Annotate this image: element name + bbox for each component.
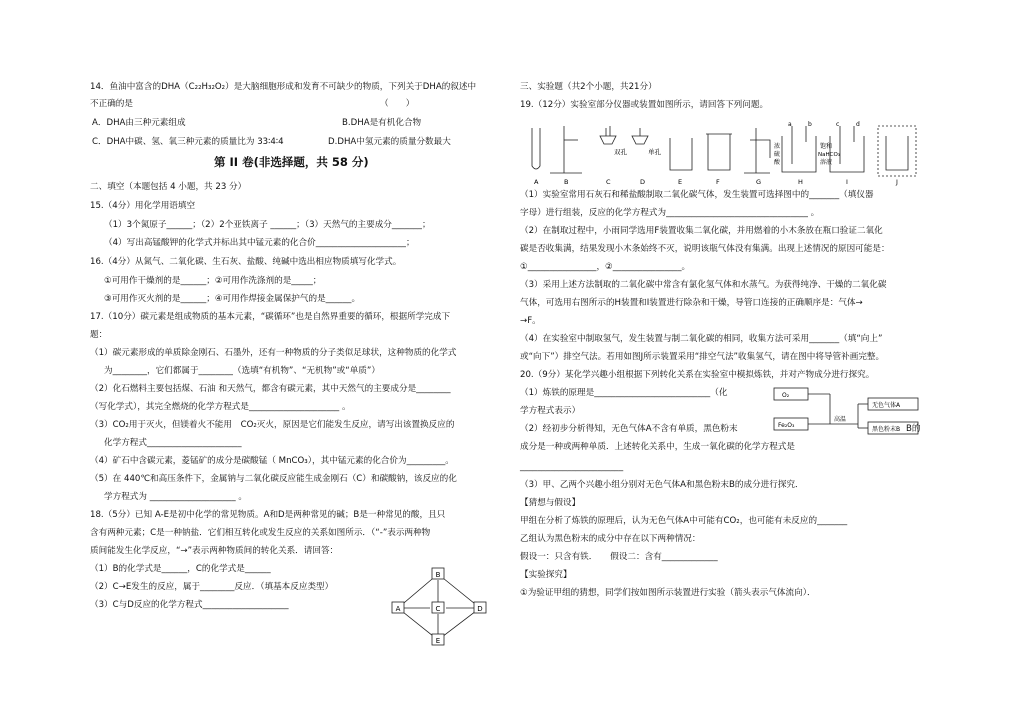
q14-option-b: B.DHA是有机化合物 — [342, 118, 422, 128]
apparatus-label-g: G — [756, 178, 762, 186]
part2-title: 第 II 卷(非选择题，共 58 分) — [214, 155, 369, 169]
label-conc: 浓 — [774, 143, 781, 150]
q20-line6: 甲组在分析了炼铁的原理后，认为无色气体A中可能有CO₂，也可能有未反应的_______ — [520, 516, 848, 526]
flow-o2: O₂ — [782, 392, 790, 399]
q19-line7: 气体，可选用右图所示的H装置和I装置进行除杂和干燥，导管口连接的正确顺序是：气体→ — [520, 298, 863, 308]
q17-title: 17.（10分）碳元素是组成物质的基本元素，“碳循环”也是自然界重要的循环，根据所学完成下 — [90, 312, 451, 322]
q18-line1: 18.（5分）已知 A-E是初中化学的常见物质。A和D是两种常见的碱；B是一种常见的酸，且只 — [90, 510, 446, 520]
q17-line7: （4）矿石中含碳元素，菱锰矿的成分是碳酸锰（ MnCO₃），其中锰元素的化合价为_________。 — [90, 456, 454, 466]
q19-line3: （2）在制取过程中，小雨同学选用F装置收集二氧化碳，并用燃着的小木条放在瓶口验证二氧化 — [520, 226, 883, 236]
q20-line1b: 学方程式表示） — [520, 406, 581, 416]
apparatus-label-f: F — [716, 178, 720, 186]
q19-line1: （1）实验室常用石灰石和稀盐酸制取二氧化碳气体，发生装置可选择图中的_______（填仪器 — [520, 190, 874, 200]
q20-line9: ①为验证甲组的猜想，同学们按如图所示装置进行实验（箭头表示气体流向）． — [520, 588, 816, 598]
q14-option-c: C．DHA中碳、氢、氧三种元素的质量比为 33∶4∶4 — [92, 137, 284, 147]
q14-line1: 14．鱼油中富含的DHA（C₂₂H₃₂O₂）是大脑细胞形成和发育不可缺少的物质，下列关于DHA的叙述中 — [90, 82, 477, 92]
q17-line3: （2）化石燃料主要包括煤、石油 和天然气，都含有碳元素，其中天然气的主要成分是________ — [90, 384, 451, 394]
flow-powder-b: 黑色粉末B — [872, 426, 901, 433]
q20-heading-hypothesis: 【猜想与假设】 — [520, 498, 581, 508]
q17-title2: 题： — [90, 330, 108, 340]
q17-line2: 为________，它们都属于________（选填“有机物”、“无机物”或“单质”） — [104, 366, 380, 376]
q19-line8: →F。 — [520, 316, 541, 326]
q14-paren: （ ） — [380, 99, 415, 109]
q14-option-a: A．DHA由三种元素组成 — [92, 118, 186, 128]
q20-line7: 乙组认为黑色粉末的成分中存在以下两种情况： — [520, 534, 701, 544]
q20-line3: 成分是一种或两种单质．上述转化关系中，生成一氧化碳的化学方程式是 — [520, 442, 796, 452]
q17-line8: （5）在 440℃和高压条件下，金属钠与二氧化碳反应能生成金刚石（C）和碳酸钠，该反应的化 — [90, 474, 457, 484]
label-double-hole: 双孔 — [614, 148, 627, 156]
q19-title: 19.（12分）实验室部分仪器或装置如图所示，请回答下列问题。 — [520, 100, 769, 110]
q17-line6: 化学方程式______________________ — [104, 438, 242, 448]
q19-line2: 字母）进行组装，反应的化学方程式为_________________________________ 。 — [520, 208, 820, 218]
q17-line9: 学方程式为 ____________________ 。 — [104, 492, 247, 502]
label-nahco3: NaHCO₃ — [818, 152, 840, 158]
q18-line6: （3）C与D反应的化学方程式____________________ — [90, 600, 289, 610]
flow-fe2o3: Fe₂O₃ — [778, 422, 795, 429]
q20-line1: （1）炼铁的原理是___________________________（化 — [520, 388, 728, 398]
q19-apparatus-figure — [520, 118, 920, 186]
q19-line5: ①________________，②________________。 — [520, 262, 691, 272]
apparatus-label-e: E — [678, 178, 683, 186]
q14-option-d: D.DHA中氢元素的质量分数最大 — [328, 137, 451, 147]
q19-line9: （4）在实验室中制取氢气，发生装置与制二氧化碳的相同，收集方法可采用_______（填“向上” — [520, 334, 883, 344]
q18-relation-diagram — [390, 566, 490, 646]
q15-line2: （4）写出高锰酸钾的化学式并标出其中锰元素的化合价_____________________； — [104, 238, 415, 248]
diagram-label-d: D — [477, 605, 483, 613]
q19-line6: （3）采用上述方法制取的二氧化碳中常含有氯化氢气体和水蒸气。为获得纯净、干燥的二氧化碳 — [520, 280, 887, 290]
q18-line2: 含有两种元素；C是一种钠盐．它们相互转化或发生反应的关系如图所示．（“-”表示两种物 — [90, 528, 431, 538]
label-single-hole: 单孔 — [648, 148, 661, 156]
apparatus-label-d: D — [640, 178, 646, 186]
apparatus-label-i: I — [846, 178, 848, 186]
section2-heading: 二、填空（本题包括 4 小题，共 23 分） — [90, 182, 247, 192]
q18-line3: 质间能发生化学反应，“→”表示两种物质间的转化关系．请回答： — [90, 546, 339, 556]
section3-heading: 三、实验题（共2个小题，共21分） — [520, 82, 657, 92]
q20-line2b: B的 — [906, 424, 921, 434]
q20-line2: （2）经初步分析得知，无色气体A不含有单质，黑色粉末 — [520, 424, 738, 434]
label-port-d: d — [856, 121, 860, 128]
label-port-c: c — [836, 121, 840, 128]
q15-title: 15.（4分）用化学用语填空 — [90, 201, 196, 211]
apparatus-label-a: A — [534, 178, 539, 186]
label-port-b: b — [808, 121, 812, 128]
label-saturated: 饱和 — [820, 143, 833, 150]
flow-gas-a: 无色气体A — [872, 402, 901, 409]
flow-high-temp: 高温 — [834, 416, 847, 423]
q18-line4: （1）B的化学式是______，C的化学式是______ — [90, 564, 271, 574]
label-acid: 酸 — [774, 159, 781, 166]
q20-title: 20.（9分）某化学兴趣小组根据下列转化关系在实验室中模拟炼铁，并对产物成分进行探究。 — [520, 370, 875, 380]
q20-flow-diagram — [770, 384, 940, 436]
apparatus-label-j: J — [896, 178, 898, 186]
diagram-label-a: A — [395, 605, 401, 613]
q19-line4: 碳是否收集满，结果发现小木条始终不灭，说明该瓶气体没有集满。出现上述情况的原因可能是： — [520, 244, 890, 254]
q20-heading-experiment: 【实验探究】 — [520, 570, 572, 580]
q17-line1: （1）碳元素形成的单质除金刚石、石墨外，还有一种物质的分子类似足球状，这种物质的化学式 — [90, 348, 457, 358]
apparatus-a-test-tube — [532, 128, 540, 169]
q14-line2: 不正确的是 — [90, 99, 133, 109]
q16-line1: ①可用作干燥剂的是______；②可用作洗涤剂的是_____； — [104, 276, 322, 286]
label-port-a: a — [788, 121, 792, 128]
q20-line5: （3）甲、乙两个兴趣小组分别对无色气体A和黑色粉末B的成分进行探究． — [520, 480, 804, 490]
q15-line1: （1）3个氮原子______；（2）2个亚铁离子 ______；（3）天然气的主要成分_______； — [104, 220, 431, 230]
apparatus-label-b: B — [564, 178, 569, 186]
apparatus-label-c: C — [606, 178, 611, 186]
q20-line4: ________________________ — [520, 462, 624, 472]
diagram-label-e: E — [435, 637, 441, 645]
label-sulfur: 硫 — [774, 151, 781, 158]
q19-line10: 或“向下”）排空气法。若用如图J所示装置采用“排空气法”收集氢气，请在图中将导管补画完整。 — [520, 352, 885, 362]
q17-line4: （写化学式），其完全燃烧的化学方程式是_____________________ 。 — [90, 402, 351, 412]
diagram-label-b: B — [435, 571, 441, 579]
q18-line5: （2）C→E发生的反应，属于________反应．（填基本反应类型） — [90, 582, 334, 592]
q20-line8: 假设一：只含有铁． 假设二：含有_____________ — [520, 552, 718, 562]
diagram-label-c: C — [435, 605, 441, 613]
q16-title: 16.（4分）从氮气、二氧化碳、生石灰、盐酸、纯碱中选出相应物质填写化学式。 — [90, 257, 402, 267]
q17-line5: （3）CO₂用于灭火，但镁着火不能用 CO₂灭火，原因是它们能发生反应，请写出该置换反应的 — [90, 420, 455, 430]
label-solution: 溶液 — [820, 159, 833, 166]
q16-line2: ③可用作灭火剂的是______；④可用作焊接金属保护气的是______。 — [104, 294, 361, 304]
apparatus-label-h: H — [798, 178, 803, 186]
